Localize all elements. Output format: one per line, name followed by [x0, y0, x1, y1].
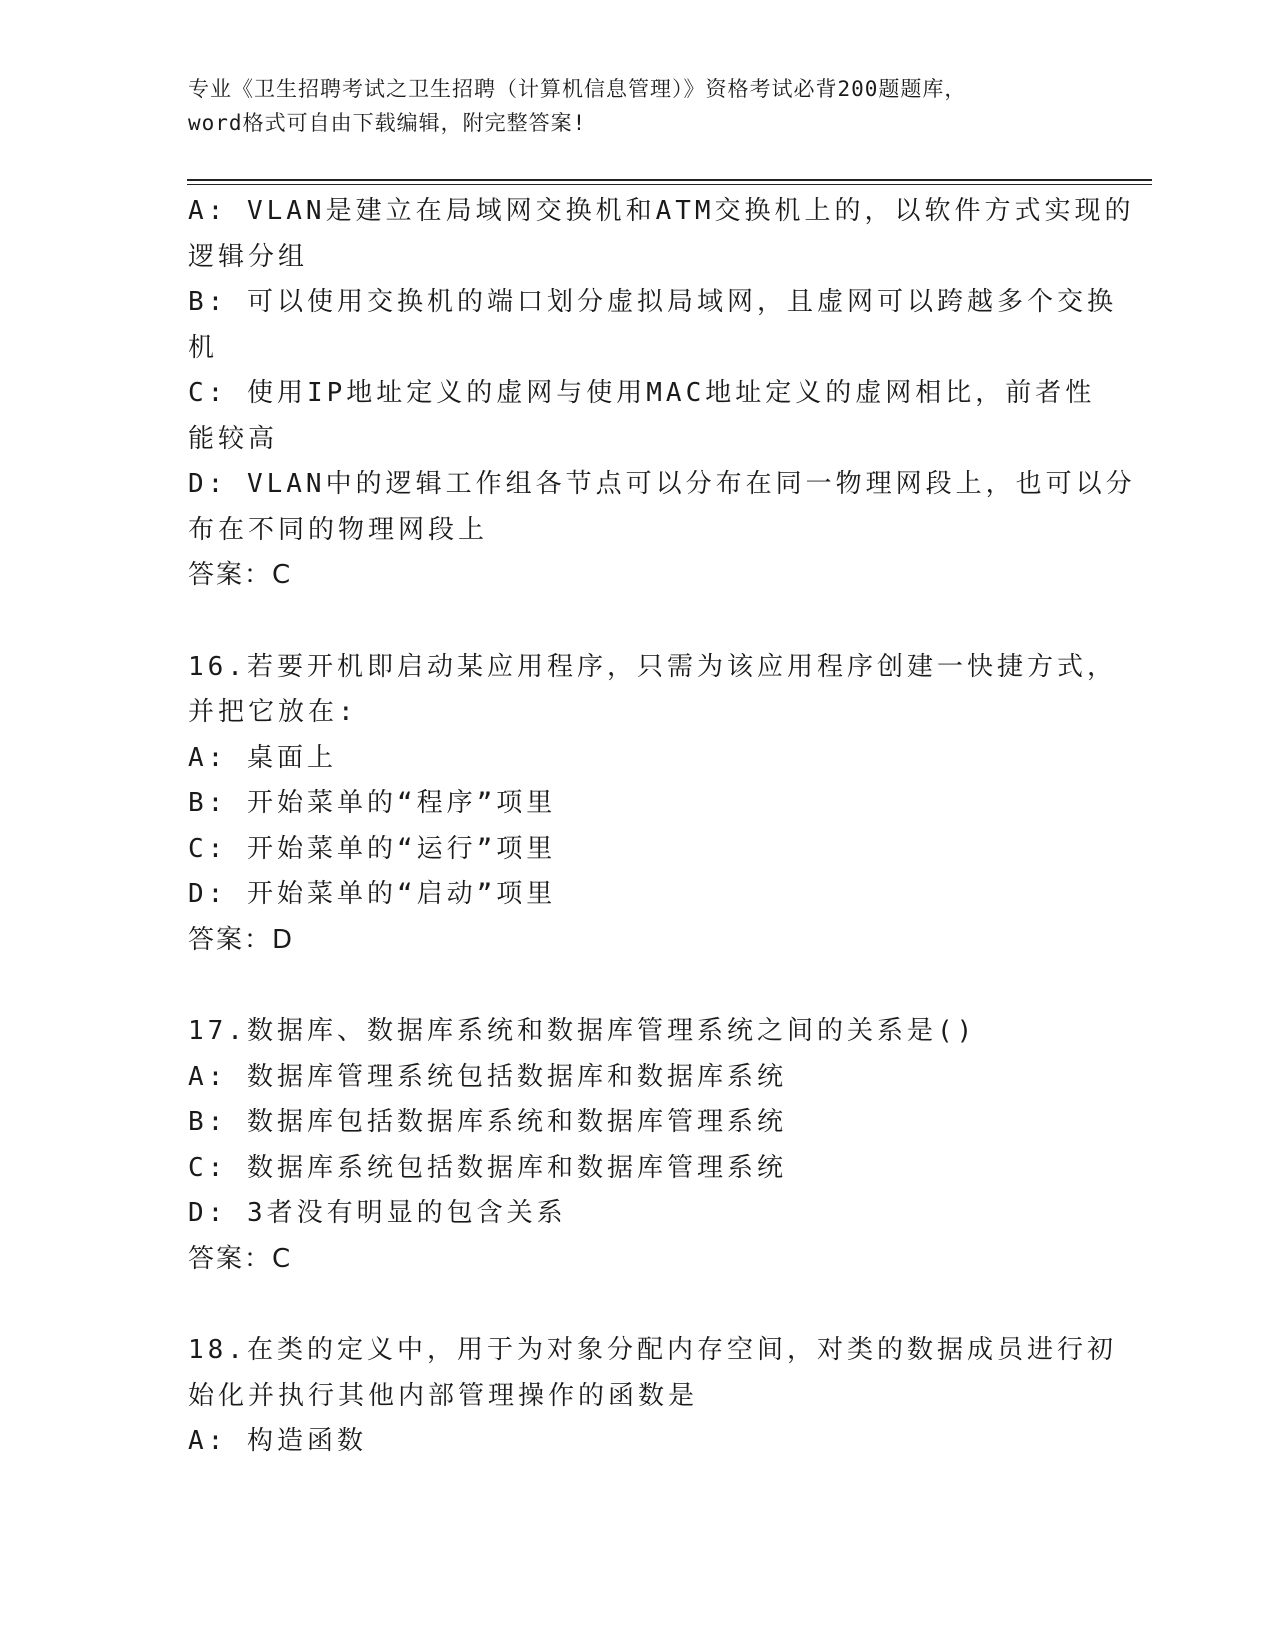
header-line-2: word格式可自由下载编辑，附完整答案!: [188, 111, 587, 135]
question-18-text-line-1: 18.在类的定义中，用于为对象分配内存空间，对类的数据成员进行初: [188, 1335, 1117, 1365]
option-d: D: 3者没有明显的包含关系: [188, 1198, 567, 1228]
header-divider-thick: [187, 179, 1152, 181]
question-spacer: [188, 963, 1088, 1009]
answer-17: 答案：C: [188, 1243, 293, 1274]
answer-16: 答案：D: [188, 924, 295, 955]
question-16: [188, 645, 1117, 964]
question-spacer: [188, 1282, 1088, 1328]
question-18-text-line-2: 始化并执行其他内部管理操作的函数是: [188, 1380, 699, 1411]
question-16-text-line-1: 16.若要开机即启动某应用程序，只需为该应用程序创建一快捷方式，: [188, 651, 1117, 682]
question-17: [188, 1009, 1088, 1282]
option-c: C: 数据库系统包括数据库和数据库管理系统: [188, 1152, 787, 1183]
question-spacer: [188, 599, 1088, 645]
question-content: [188, 189, 1136, 1465]
question-17-text: 17.数据库、数据库系统和数据库管理系统之间的关系是(): [188, 1016, 977, 1046]
question-16-text-line-2: 并把它放在:: [188, 697, 358, 727]
option-b: B: 开始菜单的“程序”项里: [188, 788, 557, 818]
header-divider-thin: [187, 184, 1152, 185]
document-header: [188, 72, 1088, 140]
option-b-line-1: B: 可以使用交换机的端口划分虚拟局域网，且虚网可以跨越多个交换: [188, 287, 1117, 317]
option-a-line-1: A: VLAN是建立在局域网交换机和ATM交换机上的，以软件方式实现的: [188, 196, 1135, 226]
option-a: A: 数据库管理系统包括数据库和数据库系统: [188, 1061, 787, 1092]
option-d: D: 开始菜单的“启动”项里: [188, 879, 557, 909]
question-15: [188, 189, 1136, 599]
option-c: C: 开始菜单的“运行”项里: [188, 833, 557, 864]
option-a: A: 桌面上: [188, 742, 337, 773]
option-a-line-2: 逻辑分组: [188, 241, 309, 272]
option-d-line-2: 布在不同的物理网段上: [188, 514, 489, 545]
option-d-line-1: D: VLAN中的逻辑工作组各节点可以分布在同一物理网段上，也可以分: [188, 469, 1136, 499]
header-line-1: 专业《卫生招聘考试之卫生招聘（计算机信息管理）》资格考试必背200题题库，: [188, 77, 967, 101]
option-b: B: 数据库包括数据库系统和数据库管理系统: [188, 1107, 787, 1137]
option-b-line-2: 机: [188, 332, 219, 363]
answer-15: 答案：C: [188, 560, 293, 590]
option-c-line-1: C: 使用IP地址定义的虚网与使用MAC地址定义的虚网相比，前者性: [188, 378, 1096, 408]
option-a: A: 构造函数: [188, 1426, 367, 1456]
option-c-line-2: 能较高: [188, 423, 279, 454]
question-18: [188, 1328, 1117, 1465]
